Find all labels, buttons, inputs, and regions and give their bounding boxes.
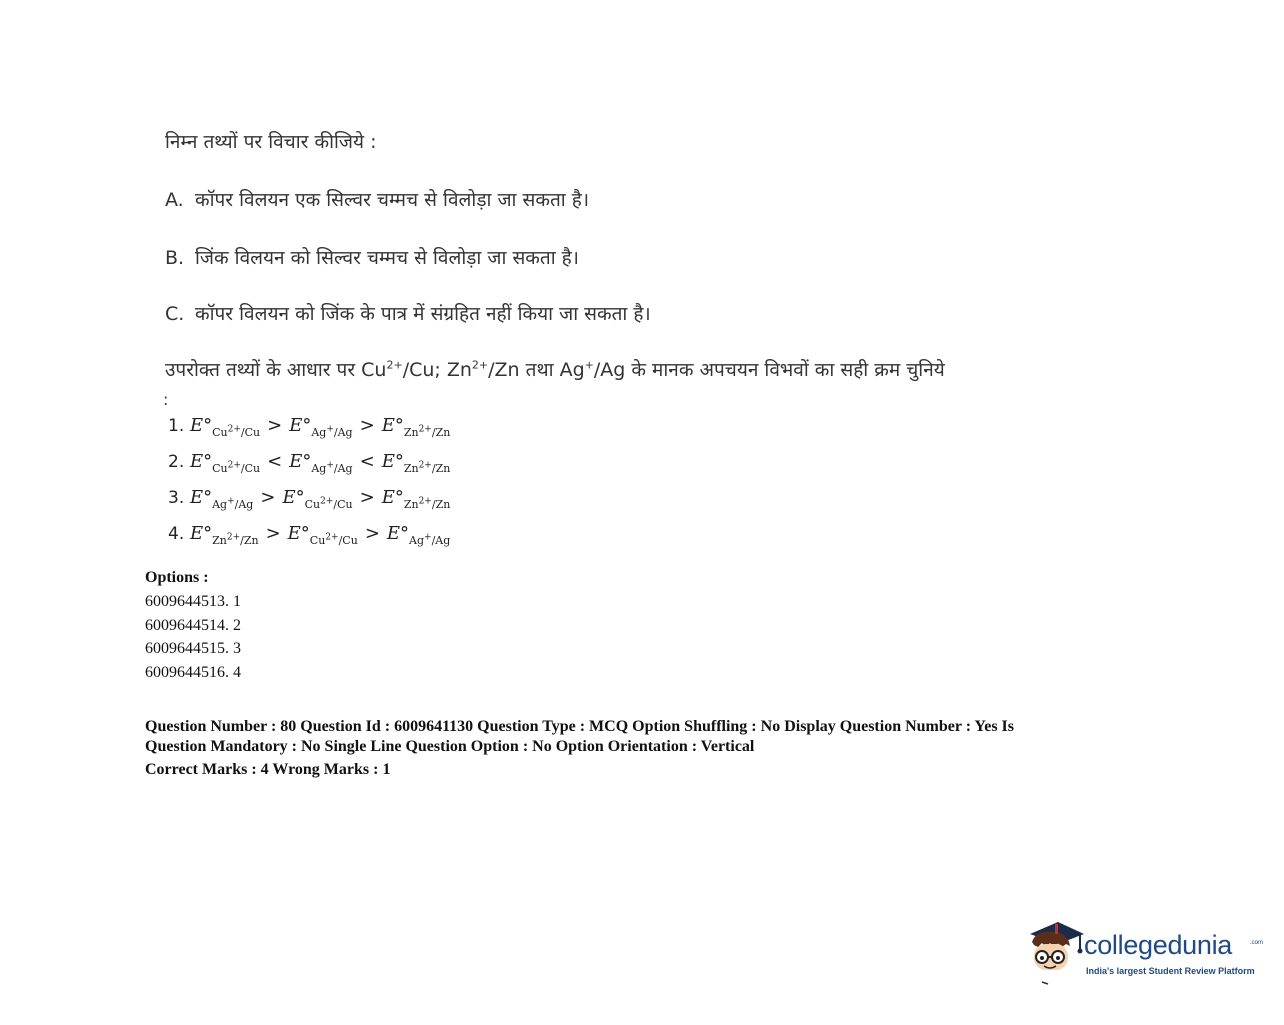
choice-number: 1. bbox=[168, 416, 185, 436]
potential-term: $E^\circ_{Cu^{2+}/Cu}$ bbox=[282, 487, 353, 511]
potential-term: $E^\circ_{Ag^+/Ag}$ bbox=[289, 415, 353, 439]
question-colon: : bbox=[163, 390, 169, 409]
choice-3 bbox=[168, 487, 450, 511]
options-heading: Options : bbox=[145, 569, 209, 586]
question-ask bbox=[165, 356, 945, 382]
relation-sign: > bbox=[364, 523, 380, 544]
question-meta-line-2: Question Mandatory : No Single Line Question Option : No Option Orientation : Vertical bbox=[145, 738, 755, 755]
statement-key: C. bbox=[165, 303, 185, 325]
ask-mid1: /Cu; Zn bbox=[402, 359, 472, 381]
collegedunia-logo bbox=[1022, 916, 1262, 988]
option-item: 6009644516. 4 bbox=[145, 664, 241, 681]
question-intro: निम्न तथ्यों पर विचार कीजिये : bbox=[165, 131, 377, 153]
relation-sign: > bbox=[260, 487, 276, 508]
potential-term: $E^\circ_{Zn^{2+}/Zn}$ bbox=[381, 451, 451, 475]
ask-mid2: /Zn तथा Ag bbox=[488, 359, 585, 381]
relation-sign: > bbox=[265, 523, 281, 544]
statement-key: A. bbox=[165, 189, 184, 211]
option-item: 6009644515. 3 bbox=[145, 640, 241, 657]
choice-number: 3. bbox=[168, 488, 185, 508]
question-meta-line-1: Question Number : 80 Question Id : 6009641130 Question Type : MCQ Option Shuffling : No Display Question Number : Yes Is bbox=[145, 718, 1014, 735]
choice-1 bbox=[168, 415, 450, 439]
ask-ag-charge: + bbox=[584, 358, 594, 372]
brand-suffix: .com bbox=[1250, 940, 1264, 946]
statement-b bbox=[165, 244, 579, 270]
choice-number: 2. bbox=[168, 452, 185, 472]
option-item: 6009644513. 1 bbox=[145, 593, 241, 610]
potential-term: $E^\circ_{Ag^+/Ag}$ bbox=[386, 523, 451, 547]
potential-term: $E^\circ_{Zn^{2+}/Zn}$ bbox=[381, 415, 451, 439]
relation-sign: < bbox=[267, 451, 283, 472]
statement-c bbox=[165, 300, 651, 326]
relation-sign: > bbox=[359, 487, 375, 508]
student-mascot-icon bbox=[1022, 916, 1086, 988]
statement-text: कॉपर विलयन को जिंक के पात्र में संग्रहित नहीं किया जा सकता है। bbox=[195, 303, 651, 325]
statement-a bbox=[165, 186, 589, 212]
ask-suffix: /Ag के मानक अपचयन विभवों का सही क्रम चुनिये bbox=[593, 359, 945, 381]
statement-text: जिंक विलयन को सिल्वर चम्मच से विलोड़ा जा सकता है। bbox=[195, 247, 579, 269]
ask-prefix: उपरोक्त तथ्यों के आधार पर Cu bbox=[165, 359, 387, 381]
ask-cu-charge: 2+ bbox=[386, 358, 403, 372]
option-item: 6009644514. 2 bbox=[145, 617, 241, 634]
relation-sign: > bbox=[359, 415, 375, 436]
potential-term: $E^\circ_{Cu^{2+}/Cu}$ bbox=[189, 451, 261, 475]
statement-key: B. bbox=[165, 247, 185, 269]
brand-tagline: India's largest Student Review Platform bbox=[1086, 966, 1255, 976]
potential-term: $E^\circ_{Cu^{2+}/Cu}$ bbox=[287, 523, 358, 547]
potential-term: $E^\circ_{Zn^{2+}/Zn}$ bbox=[381, 487, 451, 511]
relation-sign: > bbox=[267, 415, 283, 436]
choice-number: 4. bbox=[168, 524, 185, 544]
ask-zn-charge: 2+ bbox=[471, 358, 489, 372]
potential-term: $E^\circ_{Cu^{2+}/Cu}$ bbox=[189, 415, 261, 439]
choice-4 bbox=[168, 523, 450, 547]
choice-2 bbox=[168, 451, 450, 475]
relation-sign: < bbox=[359, 451, 375, 472]
statement-text: कॉपर विलयन एक सिल्वर चम्मच से विलोड़ा जा सकता है। bbox=[195, 189, 590, 211]
potential-term: $E^\circ_{Ag^+/Ag}$ bbox=[189, 487, 254, 511]
potential-term: $E^\circ_{Zn^{2+}/Zn}$ bbox=[189, 523, 259, 547]
potential-term: $E^\circ_{Ag^+/Ag}$ bbox=[289, 451, 353, 475]
brand-name: collegedunia bbox=[1084, 930, 1233, 960]
question-marks-line: Correct Marks : 4 Wrong Marks : 1 bbox=[145, 761, 391, 778]
